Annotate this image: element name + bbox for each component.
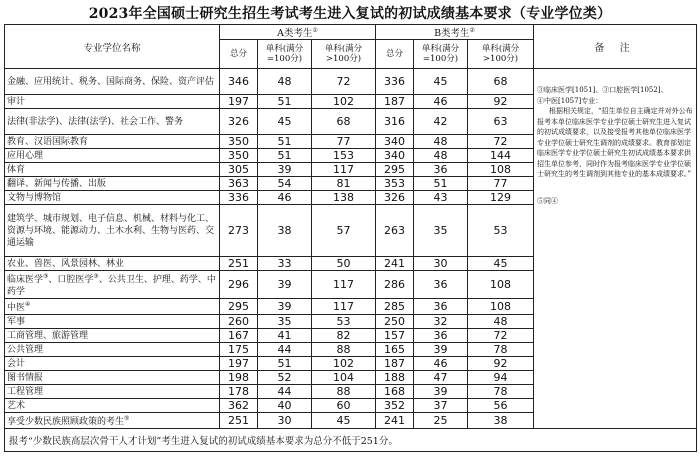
- b-sub100-cell: 45: [414, 69, 468, 95]
- b-subover-cell: 72: [468, 135, 534, 149]
- degree-name: 翻译、新闻与传播、出版: [5, 177, 220, 191]
- degree-name: 艺术: [5, 399, 220, 413]
- degree-name: 法律(非法学)、法律(法学)、社会工作、警务: [5, 109, 220, 135]
- a-subover-cell: 88: [312, 385, 376, 399]
- b-subover-cell: 108: [468, 299, 534, 315]
- b-subover-cell: 53: [468, 205, 534, 257]
- a-sub100-cell: 46: [258, 191, 312, 205]
- a-total-cell: 197: [220, 357, 258, 371]
- a-total-cell: 305: [220, 163, 258, 177]
- degree-name: 公共管理: [5, 343, 220, 357]
- a-sub100-cell: 38: [258, 205, 312, 257]
- header-a-group: A类考生①: [220, 25, 376, 40]
- a-subover-cell: 60: [312, 399, 376, 413]
- a-subover-cell: 81: [312, 177, 376, 191]
- a-subover-cell: 45: [312, 413, 376, 429]
- a-subover-cell: 117: [312, 163, 376, 177]
- b-total-cell: 250: [376, 315, 414, 329]
- b-sub100-cell: 42: [414, 109, 468, 135]
- a-sub100-cell: 40: [258, 399, 312, 413]
- a-sub100-cell: 45: [258, 109, 312, 135]
- notes-cell: [534, 69, 697, 429]
- b-subover-cell: 68: [468, 69, 534, 95]
- b-sub100-cell: 35: [414, 205, 468, 257]
- a-sub100-cell: 52: [258, 371, 312, 385]
- b-sub100-cell: 36: [414, 163, 468, 177]
- b-sub100-cell: 48: [414, 135, 468, 149]
- b-total-cell: 187: [376, 357, 414, 371]
- b-subover-cell: 38: [468, 413, 534, 429]
- degree-name: 文物与博物馆: [5, 191, 220, 205]
- a-subover-cell: 102: [312, 95, 376, 109]
- b-sub100-cell: 25: [414, 413, 468, 429]
- b-total-cell: 352: [376, 399, 414, 413]
- a-total-cell: 251: [220, 257, 258, 271]
- a-total-cell: 362: [220, 399, 258, 413]
- a-subover-cell: 102: [312, 357, 376, 371]
- b-sub100-cell: 43: [414, 191, 468, 205]
- note-line-2: ④中医[1057]专业：: [537, 96, 603, 105]
- a-sub100-cell: 35: [258, 315, 312, 329]
- degree-name: 会计: [5, 357, 220, 371]
- note-line-3: ⑤同④: [537, 196, 559, 205]
- b-total-cell: 316: [376, 109, 414, 135]
- a-total-cell: 350: [220, 149, 258, 163]
- a-subover-cell: 53: [312, 315, 376, 329]
- a-sub100-cell: 51: [258, 95, 312, 109]
- footer-note: 报考“少数民族高层次骨干人才计划”考生进入复试的初试成绩基本要求为总分不低于251分。: [5, 429, 697, 452]
- b-subover-cell: 108: [468, 163, 534, 177]
- b-total-cell: 168: [376, 385, 414, 399]
- degree-name: 审计: [5, 95, 220, 109]
- table-row: [5, 69, 697, 95]
- degree-name: 农业、兽医、风景园林、林业: [5, 257, 220, 271]
- degree-name: 中医④: [5, 299, 220, 315]
- b-sub100-cell: 32: [414, 315, 468, 329]
- b-subover-cell: 48: [468, 315, 534, 329]
- header-b-sub100: 单科(满分 =100分): [414, 40, 468, 69]
- b-total-cell: 241: [376, 257, 414, 271]
- b-total-cell: 353: [376, 177, 414, 191]
- a-sub100-cell: 39: [258, 163, 312, 177]
- degree-name: 建筑学、城市规划、电子信息、机械、材料与化工、资源与环境、能源动力、土木水利、生物与医药、交通运输: [5, 205, 220, 257]
- b-subover-cell: 94: [468, 371, 534, 385]
- a-subover-cell: 77: [312, 135, 376, 149]
- a-total-cell: 363: [220, 177, 258, 191]
- a-sub100-cell: 51: [258, 357, 312, 371]
- header-a-subover: 单科(满分 >100分): [312, 40, 376, 69]
- a-total-cell: 326: [220, 109, 258, 135]
- degree-name: 应用心理: [5, 149, 220, 163]
- b-subover-cell: 78: [468, 343, 534, 357]
- a-subover-cell: 50: [312, 257, 376, 271]
- b-total-cell: 157: [376, 329, 414, 343]
- b-sub100-cell: 39: [414, 385, 468, 399]
- a-sub100-cell: 39: [258, 271, 312, 299]
- a-total-cell: 251: [220, 413, 258, 429]
- header-name: 专业学位名称: [5, 25, 220, 69]
- header-a-total: 总分: [220, 40, 258, 69]
- degree-name: 临床医学③、口腔医学③、公共卫生、护理、药学、中药学: [5, 271, 220, 299]
- b-sub100-cell: 30: [414, 257, 468, 271]
- a-sub100-cell: 30: [258, 413, 312, 429]
- b-total-cell: 188: [376, 371, 414, 385]
- b-sub100-cell: 36: [414, 271, 468, 299]
- b-subover-cell: 144: [468, 149, 534, 163]
- header-b-group: B类考生②: [376, 25, 534, 40]
- a-sub100-cell: 39: [258, 299, 312, 315]
- degree-name: 教育、汉语国际教育: [5, 135, 220, 149]
- a-sub100-cell: 48: [258, 69, 312, 95]
- a-sub100-cell: 33: [258, 257, 312, 271]
- b-total-cell: 241: [376, 413, 414, 429]
- a-subover-cell: 82: [312, 329, 376, 343]
- degree-name: 享受少数民族照顾政策的考生⑤: [5, 413, 220, 429]
- header-note: 备 注: [534, 25, 697, 69]
- a-subover-cell: 153: [312, 149, 376, 163]
- a-subover-cell: 117: [312, 299, 376, 315]
- b-sub100-cell: 46: [414, 357, 468, 371]
- note-paragraph: 根据相关规定，“招生单位自主确定并对外公布报考本单位临床医学专业学位硕士研究生进入复试的初试成绩要求，以及接受报考其他单位临床医学专业学位硕士研究生调剂的成绩要求。教育部划定临床医学专业学位硕士研究生初试成绩基本要求供招生单位参考，同时作为报考临床医学专业学位硕士研究生的考生调剂到其他专业的基本成绩要求。”: [537, 107, 693, 178]
- a-subover-cell: 57: [312, 205, 376, 257]
- degree-name: 金融、应用统计、税务、国际商务、保险、资产评估: [5, 69, 220, 95]
- a-subover-cell: 138: [312, 191, 376, 205]
- a-total-cell: 198: [220, 371, 258, 385]
- b-sub100-cell: 36: [414, 329, 468, 343]
- a-subover-cell: 88: [312, 343, 376, 357]
- a-total-cell: 336: [220, 191, 258, 205]
- a-total-cell: 350: [220, 135, 258, 149]
- a-sub100-cell: 51: [258, 135, 312, 149]
- b-total-cell: 336: [376, 69, 414, 95]
- b-subover-cell: 72: [468, 329, 534, 343]
- a-sub100-cell: 44: [258, 343, 312, 357]
- degree-name: 体育: [5, 163, 220, 177]
- a-total-cell: 178: [220, 385, 258, 399]
- a-total-cell: 260: [220, 315, 258, 329]
- b-total-cell: 285: [376, 299, 414, 315]
- b-total-cell: 295: [376, 163, 414, 177]
- header-b-total: 总分: [376, 40, 414, 69]
- b-total-cell: 263: [376, 205, 414, 257]
- page-title: 2023年全国硕士研究生招生考试考生进入复试的初试成绩基本要求（专业学位类）: [88, 6, 612, 22]
- b-subover-cell: 108: [468, 271, 534, 299]
- b-sub100-cell: 51: [414, 177, 468, 191]
- a-total-cell: 296: [220, 271, 258, 299]
- b-subover-cell: 92: [468, 95, 534, 109]
- b-subover-cell: 129: [468, 191, 534, 205]
- header-b-subover: 单科(满分 >100分): [468, 40, 534, 69]
- degree-name: 工程管理: [5, 385, 220, 399]
- b-total-cell: 340: [376, 135, 414, 149]
- b-total-cell: 340: [376, 149, 414, 163]
- b-sub100-cell: 37: [414, 399, 468, 413]
- b-subover-cell: 77: [468, 177, 534, 191]
- b-subover-cell: 78: [468, 385, 534, 399]
- a-subover-cell: 72: [312, 69, 376, 95]
- a-total-cell: 167: [220, 329, 258, 343]
- degree-name: 图书情报: [5, 371, 220, 385]
- a-total-cell: 273: [220, 205, 258, 257]
- b-subover-cell: 56: [468, 399, 534, 413]
- a-sub100-cell: 54: [258, 177, 312, 191]
- degree-name: 工商管理、旅游管理: [5, 329, 220, 343]
- a-total-cell: 346: [220, 69, 258, 95]
- note-line-1: ③临床医学[1051]、③口腔医学[1052]、: [537, 86, 668, 94]
- table-body: [5, 69, 697, 429]
- a-subover-cell: 117: [312, 271, 376, 299]
- a-total-cell: 295: [220, 299, 258, 315]
- header-a-sub100: 单科(满分 =100分): [258, 40, 312, 69]
- b-subover-cell: 92: [468, 357, 534, 371]
- b-total-cell: 326: [376, 191, 414, 205]
- a-total-cell: 197: [220, 95, 258, 109]
- a-total-cell: 175: [220, 343, 258, 357]
- a-sub100-cell: 44: [258, 385, 312, 399]
- b-total-cell: 165: [376, 343, 414, 357]
- b-sub100-cell: 48: [414, 149, 468, 163]
- a-sub100-cell: 41: [258, 329, 312, 343]
- degree-name: 军事: [5, 315, 220, 329]
- a-sub100-cell: 51: [258, 149, 312, 163]
- b-subover-cell: 45: [468, 257, 534, 271]
- a-subover-cell: 104: [312, 371, 376, 385]
- b-sub100-cell: 36: [414, 299, 468, 315]
- b-sub100-cell: 47: [414, 371, 468, 385]
- b-sub100-cell: 39: [414, 343, 468, 357]
- score-table: [4, 24, 697, 452]
- b-total-cell: 286: [376, 271, 414, 299]
- b-subover-cell: 63: [468, 109, 534, 135]
- b-sub100-cell: 46: [414, 95, 468, 109]
- b-total-cell: 187: [376, 95, 414, 109]
- a-subover-cell: 68: [312, 109, 376, 135]
